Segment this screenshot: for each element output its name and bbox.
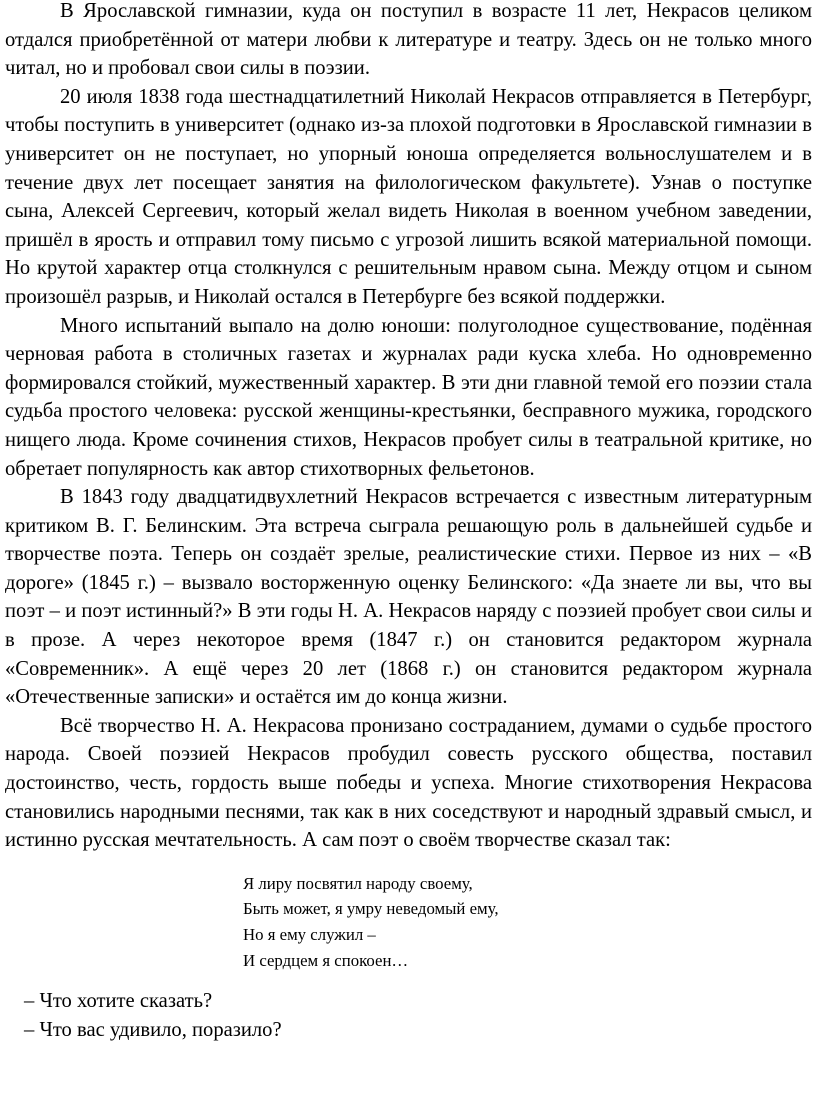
paragraph-creativity: Всё творчество Н. А. Некрасова пронизано состраданием, думами о судьбе простого народа. Своей поэзией Некрасов пробудил совесть русского общества, поставил достоинство, честь, гордость выше победы и успеха. Многие стихотворения Некрасова становились народными песнями, так как в них соседствуют и народный здравый смысл, и истинно русская мечтательность. А сам поэт о своём творчестве сказал так: bbox=[5, 714, 812, 852]
document-page bbox=[5, 0, 812, 1044]
poem-line: Быть может, я умру неведомый ему, bbox=[243, 899, 499, 919]
poem-line: И сердцем я спокоен… bbox=[243, 950, 409, 970]
poem-line: Я лиру посвятил народу своему, bbox=[243, 873, 473, 893]
question-item: – Что хотите сказать? bbox=[24, 990, 213, 1013]
paragraph-petersburg: 20 июля 1838 года шестнадцатилетний Николай Некрасов отправляется в Петербург, чтобы поступить в университет (однако из-за плохой подготовки в Ярославской гимназии в университет он не поступает, но упорный юноша определяется вольнослушателем и в течение двух лет посещает занятия на филологическом факультете). Узнав о поступке сына, Алексей Сергеевич, который желал видеть Николая в военном учебном заведении, пришёл в ярость и отправил тому письмо с угрозой лишить всякой материальной помощи. Но крутой характер отца столкнулся с решительным нравом сына. Между отцом и сыном произошёл разрыв, и Николай остался в Петербурге без всякой поддержки. bbox=[5, 85, 812, 308]
paragraph-belinsky: В 1843 году двадцатидвухлетний Некрасов встречается с известным литературным критиком В. Г. Белинским. Эта встреча сыграла решающую роль в дальнейшей судьбе и творчестве поэта. Теперь он создаёт зрелые, реалистические стихи. Первое из них – «В дороге» (1845 г.) – вызвало восторженную оценку Белинского: «Да знаете ли вы, что вы поэт – и поэт истинный?» В эти годы Н. А. Некрасов наряду с поэзией пробует свои силы и в прозе. А через некоторое время (1847 г.) он становится редактором журнала «Современник». А ещё через 20 лет (1868 г.) он становится редактором журнала «Отечественные записки» и остаётся им до конца жизни. bbox=[5, 486, 812, 709]
poem-quote bbox=[5, 871, 812, 973]
poem-line: Но я ему служил – bbox=[243, 925, 376, 944]
question-item: – Что вас удивило, поразило? bbox=[24, 1018, 282, 1041]
paragraph-gymnasium: В Ярославской гимназии, куда он поступил в возрасте 11 лет, Некрасов целиком отдался приобретённой от матери любви к литературе и театру. Здесь он не только много читал, но и пробовал свои силы в поэзии. bbox=[5, 0, 812, 80]
paragraph-hardships: Много испытаний выпало на долю юноши: полуголодное существование, подённая черновая работа в столичных газетах и журналах ради куска хлеба. Но одновременно формировался стойкий, мужественный характер. В эти дни главной темой его поэзии стала судьба простого человека: русской женщины-крестьянки, бесправного мужика, городского нищего люда. Кроме сочинения стихов, Некрасов пробует силы в театральной критике, но обретает популярность как автор стихотворных фельетонов. bbox=[5, 314, 812, 480]
discussion-questions bbox=[5, 987, 812, 1044]
